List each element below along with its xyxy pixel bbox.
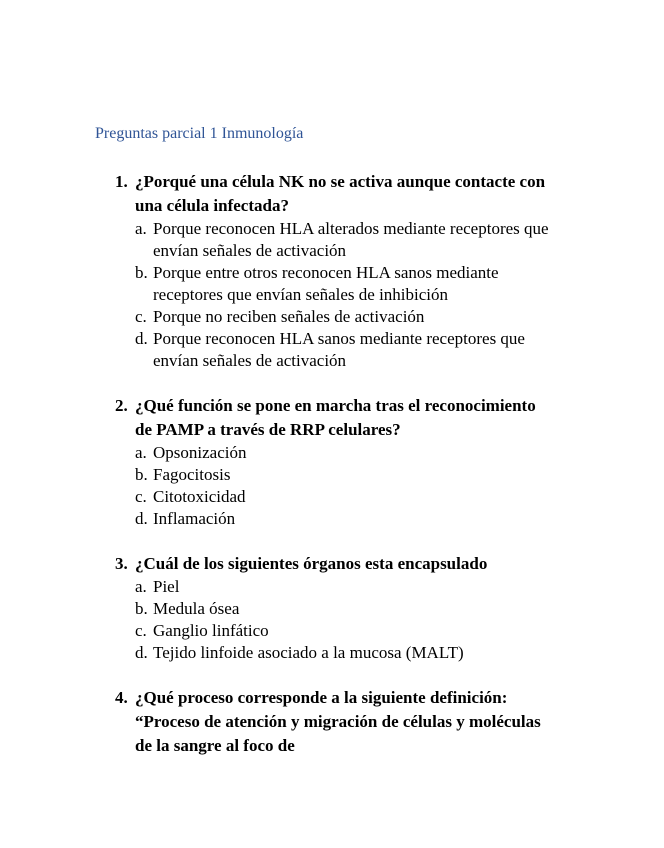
question-number: 3. bbox=[115, 554, 128, 573]
option-d bbox=[135, 508, 645, 530]
option-text: Inflamación bbox=[153, 509, 236, 528]
option-c bbox=[135, 486, 645, 508]
option-b bbox=[135, 464, 645, 486]
document-title: Preguntas parcial 1 Inmunología bbox=[95, 125, 304, 142]
option-text: Porque entre otros reconocen HLA sanos mediante receptores que envían señales de inhibición bbox=[153, 263, 499, 304]
option-letter: b. bbox=[135, 599, 148, 618]
question-number: 1. bbox=[115, 172, 128, 191]
option-letter: d. bbox=[135, 509, 148, 528]
option-text: Fagocitosis bbox=[153, 465, 231, 484]
option-letter: d. bbox=[135, 643, 148, 662]
option-list bbox=[115, 218, 645, 372]
question-text: ¿Qué proceso corresponde a la siguiente definición: “Proceso de atención y migración de células y moléculas de la sangre al foco de bbox=[135, 688, 541, 755]
question-text: ¿Qué función se pone en marcha tras el reconocimiento de PAMP a través de RRP celulares? bbox=[135, 396, 536, 439]
option-letter: a. bbox=[135, 219, 147, 238]
question-4 bbox=[115, 686, 645, 758]
question-header bbox=[115, 394, 645, 442]
option-letter: c. bbox=[135, 621, 147, 640]
question-list bbox=[115, 170, 645, 780]
question-text: ¿Porqué una célula NK no se activa aunque contacte con una célula infectada? bbox=[135, 172, 546, 215]
option-letter: b. bbox=[135, 465, 148, 484]
question-header bbox=[115, 686, 645, 758]
option-list bbox=[115, 576, 645, 664]
option-text: Piel bbox=[153, 577, 180, 596]
option-a bbox=[135, 442, 645, 464]
question-header bbox=[115, 552, 645, 576]
option-b bbox=[135, 262, 645, 306]
question-2 bbox=[115, 394, 645, 530]
option-c bbox=[135, 620, 645, 642]
option-text: Porque no reciben señales de activación bbox=[153, 307, 425, 326]
option-list bbox=[115, 442, 645, 530]
option-a bbox=[135, 218, 645, 262]
option-letter: a. bbox=[135, 443, 147, 462]
option-d bbox=[135, 328, 645, 372]
option-letter: c. bbox=[135, 307, 147, 326]
option-text: Porque reconocen HLA sanos mediante receptores que envían señales de activación bbox=[153, 329, 525, 370]
option-c bbox=[135, 306, 645, 328]
question-3 bbox=[115, 552, 645, 664]
option-b bbox=[135, 598, 645, 620]
option-text: Ganglio linfático bbox=[153, 621, 269, 640]
option-text: Opsonización bbox=[153, 443, 247, 462]
question-header bbox=[115, 170, 645, 218]
question-text: ¿Cuál de los siguientes órganos esta encapsulado bbox=[135, 554, 488, 573]
question-number: 2. bbox=[115, 396, 128, 415]
question-1 bbox=[115, 170, 645, 372]
option-a bbox=[135, 576, 645, 598]
option-letter: a. bbox=[135, 577, 147, 596]
option-d bbox=[135, 642, 645, 664]
option-letter: c. bbox=[135, 487, 147, 506]
option-text: Tejido linfoide asociado a la mucosa (MALT) bbox=[153, 643, 464, 662]
question-number: 4. bbox=[115, 688, 128, 707]
option-letter: b. bbox=[135, 263, 148, 282]
option-text: Citotoxicidad bbox=[153, 487, 246, 506]
option-text: Porque reconocen HLA alterados mediante receptores que envían señales de activación bbox=[153, 219, 549, 260]
option-text: Medula ósea bbox=[153, 599, 240, 618]
option-letter: d. bbox=[135, 329, 148, 348]
